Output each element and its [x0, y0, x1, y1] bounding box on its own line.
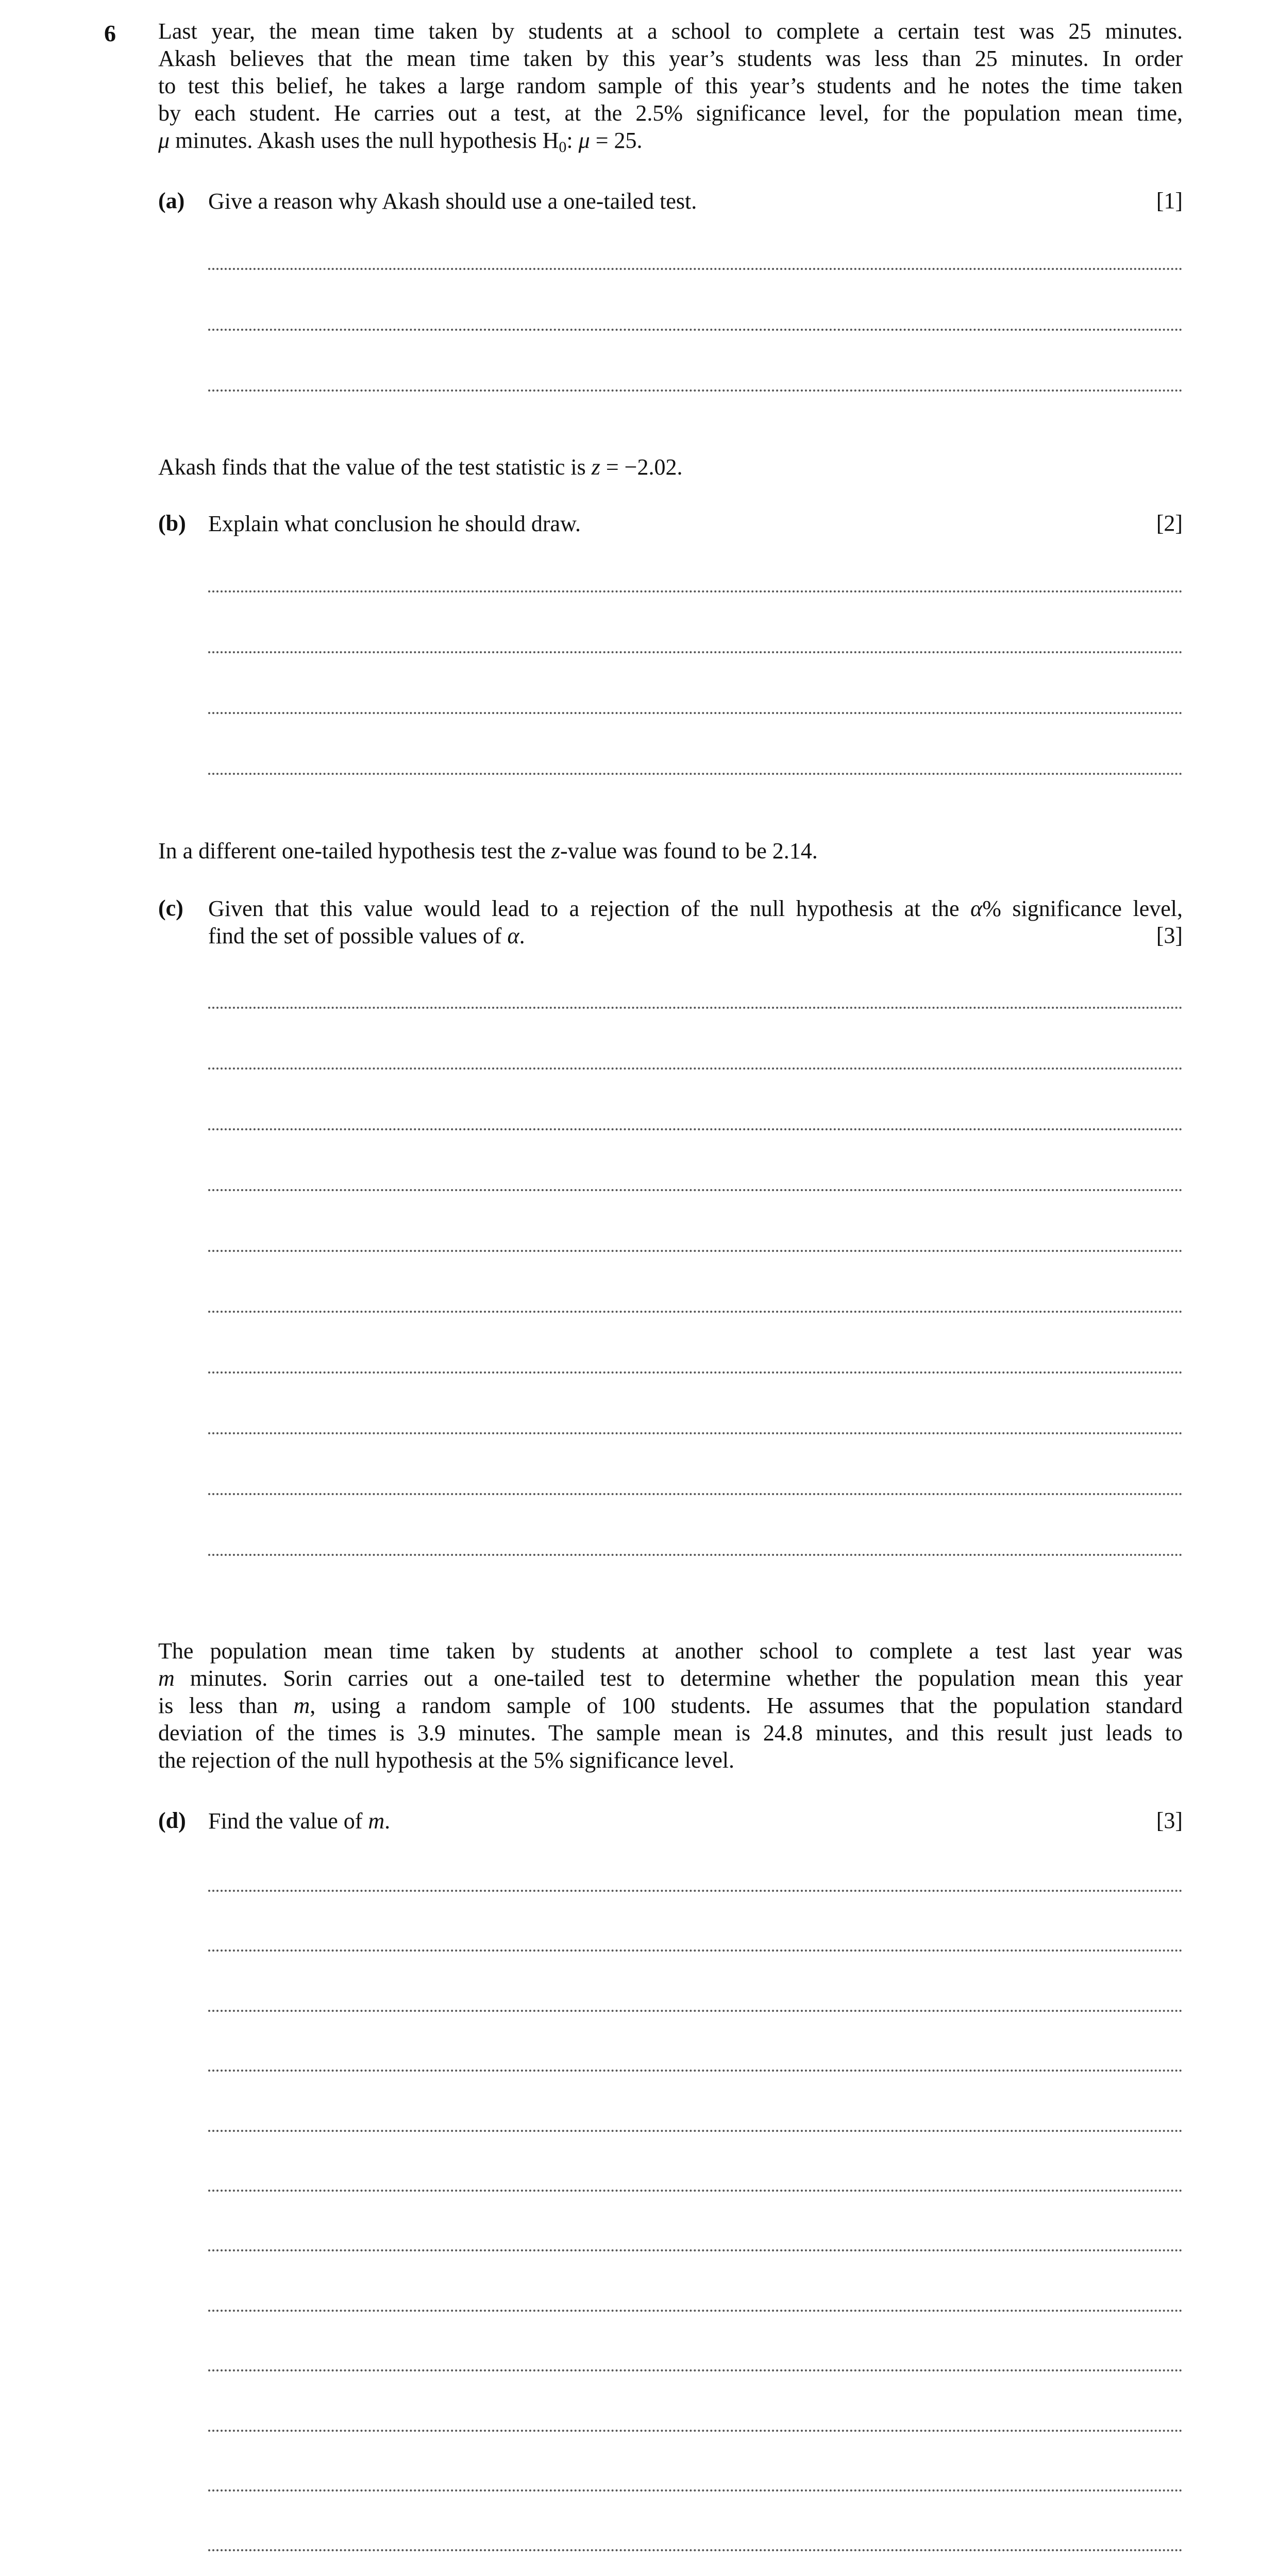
- answer-line[interactable]: [208, 389, 1183, 392]
- part-d-marks: [3]: [1156, 1808, 1183, 1833]
- answer-line[interactable]: [208, 268, 1183, 270]
- intro-line-4: by each student. He carries out a test, at the 2.5% significance level, for the population mean time,: [158, 100, 1183, 126]
- answer-line[interactable]: [208, 2070, 1183, 2072]
- answer-line[interactable]: [208, 2310, 1183, 2312]
- sorin-line-3: is less than m, using a random sample of 100 students. He assumes that the population standard: [158, 1693, 1183, 1718]
- intro-line-1: Last year, the mean time taken by students at a school to complete a certain test was 25 minutes.: [158, 19, 1183, 44]
- answer-line[interactable]: [208, 2190, 1183, 2192]
- answer-line[interactable]: [208, 1007, 1183, 1009]
- statement-sorin: [158, 1637, 1183, 1774]
- answer-line[interactable]: [208, 773, 1183, 775]
- part-c-label: (c): [158, 895, 183, 921]
- part-c-line-1: Given that this value would lead to a rejection of the null hypothesis at the α% significance level,: [208, 896, 1183, 921]
- answer-line[interactable]: [208, 1067, 1183, 1070]
- sorin-line-4: deviation of the times is 3.9 minutes. The sample mean is 24.8 minutes, and this result just leads to: [158, 1720, 1183, 1745]
- answer-line[interactable]: [208, 1128, 1183, 1130]
- part-a-marks: [1]: [1156, 188, 1183, 213]
- answer-line[interactable]: [208, 2130, 1183, 2132]
- answer-line[interactable]: [208, 1250, 1183, 1252]
- sorin-line-2: m minutes. Sorin carries out a one-tailed test to determine whether the population mean this year: [158, 1666, 1183, 1691]
- mu-symbol: μ: [158, 128, 170, 153]
- part-b-text: Explain what conclusion he should draw.: [208, 511, 581, 536]
- intro-line-2: Akash believes that the mean time taken by this year’s students was less than 25 minutes. In order: [158, 46, 1183, 71]
- answer-line[interactable]: [208, 1432, 1183, 1434]
- answer-line[interactable]: [208, 712, 1183, 714]
- intro-line-5: μ minutes. Akash uses the null hypothesis $H_0$: μ = 25.: [158, 128, 643, 156]
- answer-line[interactable]: [208, 2369, 1183, 2371]
- question-intro: [158, 18, 1183, 161]
- answer-line[interactable]: [208, 2549, 1183, 2551]
- part-c-text: [208, 895, 1183, 950]
- answer-line[interactable]: [208, 1189, 1183, 1191]
- part-d-label: (d): [158, 1808, 186, 1833]
- part-b-label: (b): [158, 511, 186, 536]
- part-c-line-2: find the set of possible values of α.: [208, 923, 525, 948]
- answer-line[interactable]: [208, 651, 1183, 653]
- sorin-line-5: the rejection of the null hypothesis at the 5% significance level.: [158, 1748, 734, 1773]
- part-b-marks: [2]: [1156, 511, 1183, 536]
- h0-subscript: 0: [559, 139, 567, 156]
- answer-line[interactable]: [208, 1311, 1183, 1313]
- answer-line[interactable]: [208, 1890, 1183, 1892]
- answer-line[interactable]: [208, 2249, 1183, 2251]
- answer-line[interactable]: [208, 1554, 1183, 1556]
- answer-line[interactable]: [208, 1950, 1183, 1952]
- part-d-text: Find the value of m.: [208, 1808, 391, 1834]
- part-a-label: (a): [158, 188, 185, 213]
- answer-line[interactable]: [208, 329, 1183, 331]
- part-c-marks: [3]: [1156, 923, 1183, 948]
- answer-line[interactable]: [208, 1371, 1183, 1374]
- sorin-line-1: The population mean time taken by students at another school to complete a test last year was: [158, 1638, 1183, 1664]
- intro-line-3: to test this belief, he takes a large random sample of this year’s students and he notes the time taken: [158, 73, 1183, 98]
- part-a-text: Give a reason why Akash should use a one-tailed test.: [208, 189, 697, 214]
- statement-z-value: In a different one-tailed hypothesis test the z-value was found to be 2.14.: [158, 838, 818, 863]
- statement-test-statistic: Akash finds that the value of the test statistic is z = −2.02.: [158, 454, 683, 480]
- answer-line[interactable]: [208, 1493, 1183, 1495]
- answer-line[interactable]: [208, 2430, 1183, 2432]
- answer-line[interactable]: [208, 2010, 1183, 2012]
- answer-line[interactable]: [208, 590, 1183, 592]
- answer-line[interactable]: [208, 2489, 1183, 2492]
- question-number: 6: [104, 20, 116, 46]
